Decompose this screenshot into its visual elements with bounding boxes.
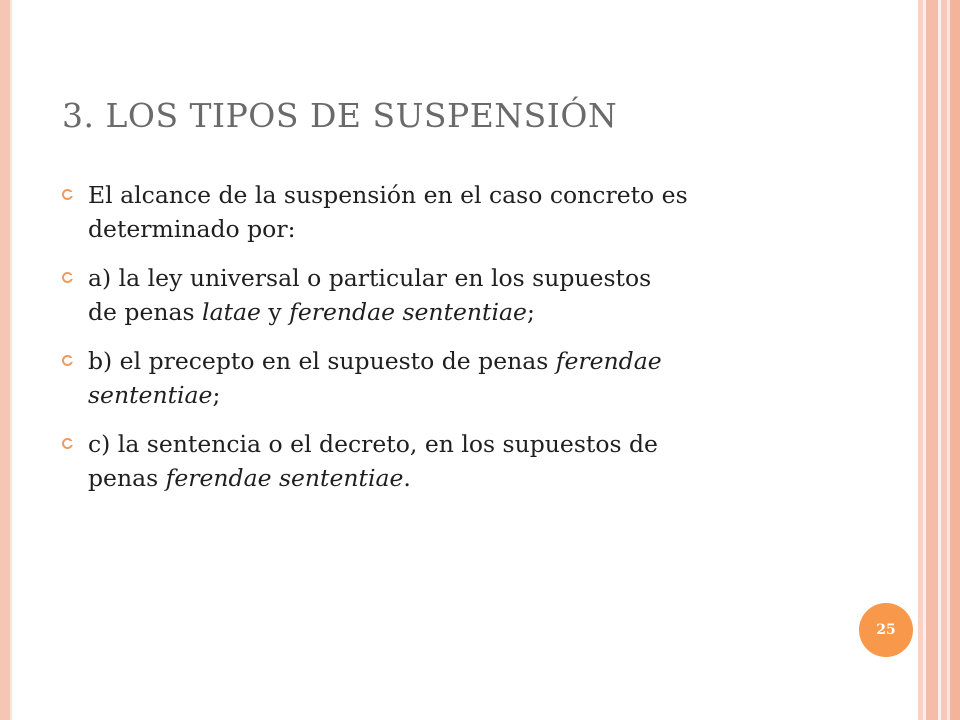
bullet-text: ; <box>212 381 221 409</box>
bullet-italic-text: sententiae <box>88 381 213 409</box>
right-decorative-stripes <box>918 0 960 720</box>
bullet-item-a <box>62 261 832 329</box>
bullet-italic-text: ferendae sententiae <box>289 298 527 326</box>
bullet-italic-text: latae <box>202 298 261 326</box>
bullet-text: a) la ley universal o particular en los supuestos <box>88 264 652 292</box>
bullet-list <box>62 178 832 510</box>
bullet-text: de penas <box>88 298 203 326</box>
page-number-badge: 25 <box>859 603 913 657</box>
bullet-italic-text: ferendae sententiae <box>165 464 404 492</box>
bullet-text: penas <box>88 464 166 492</box>
left-frame-line <box>10 0 12 720</box>
bullet-text: b) el precepto en el supuesto de penas <box>88 347 556 375</box>
bullet-text: c) la sentencia o el decreto, en los supuestos de <box>88 430 658 458</box>
bullet-ring-icon <box>62 438 73 449</box>
bullet-text: . <box>403 464 411 492</box>
bullet-item-intro <box>62 178 832 246</box>
bullet-text: ; <box>526 298 535 326</box>
stripe-3 <box>926 0 938 720</box>
bullet-ring-icon <box>62 189 73 200</box>
bullet-ring-icon <box>62 355 73 366</box>
stripe-7 <box>950 0 960 720</box>
slide-title: 3. LOS TIPOS DE SUSPENSIÓN <box>62 96 618 135</box>
bullet-italic-text: ferendae <box>555 347 662 375</box>
bullet-item-c <box>62 427 832 495</box>
bullet-text: y <box>260 298 290 326</box>
bullet-ring-icon <box>62 272 73 283</box>
left-frame-border <box>0 0 10 720</box>
bullet-item-b <box>62 344 832 412</box>
bullet-text: determinado por: <box>88 215 296 243</box>
bullet-text: El alcance de la suspensión en el caso concreto es <box>88 181 688 209</box>
